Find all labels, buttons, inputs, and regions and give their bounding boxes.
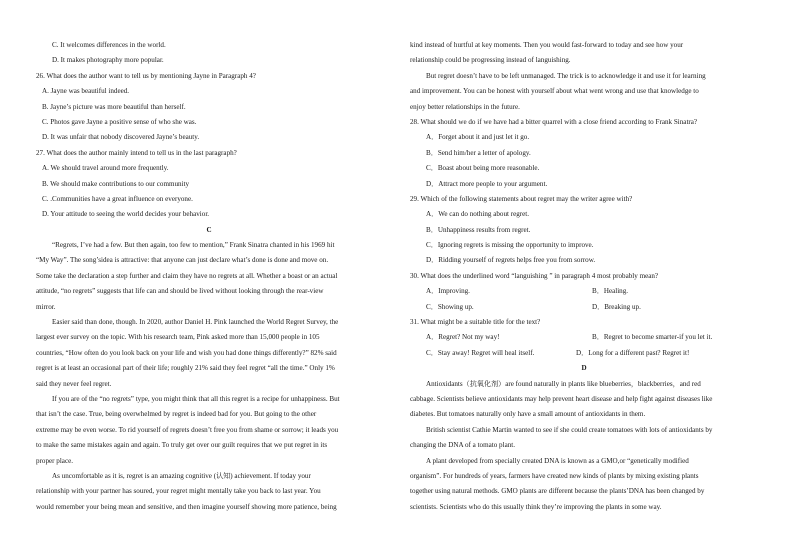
- q27-stem: 27. What does the author mainly intend to tell us in the last paragraph?: [36, 148, 237, 157]
- section-c-heading: C: [206, 225, 212, 234]
- passage-c-line: extreme may be even worse. To rid yourself of regrets doesn’t free you from shame or sorrow; it leads you: [36, 425, 339, 434]
- passage-c-line: But regret doesn’t have to be left unmanaged. The trick is to acknowledge it and use it for learning: [426, 71, 706, 80]
- q29-option-d: D．Ridding yourself of regrets helps free you from sorrow.: [426, 256, 596, 265]
- passage-d-line: cabbage. Scientists believe antioxidants may help prevent heart disease and help fight against diseases like: [410, 394, 713, 403]
- passage-d-line: together using natural methods. GMO plants are different because the plants’DNA has been changed by: [410, 487, 705, 496]
- passage-c-line: largest ever survey on the topic. With his research team, Pink asked more than 15,000 people in 105: [36, 333, 320, 342]
- passage-c-line: enjoy better relationships in the future.: [410, 102, 520, 111]
- q27-option-a: A. We should travel around more frequently.: [42, 164, 169, 173]
- passage-d-line: A plant developed from specially created DNA is known as a GMO,or “genetically modified: [426, 456, 689, 465]
- passage-c-line: countries, “How often do you look back on your life and wish you had done things differently?” 82% said: [36, 348, 337, 357]
- q25-option-c: C. It welcomes differences in the world.: [52, 41, 166, 49]
- passage-c-line: relationship with your partner has soured, your regret might mentally take you back to last year. You: [36, 487, 321, 496]
- q31-option-d: D．Long for a different past? Regret it!: [576, 348, 690, 357]
- q31-options-row-2: [410, 346, 758, 361]
- passage-c-line: and improvement. You can be honest with yourself about what went wrong and use that knowledge to: [410, 87, 699, 96]
- q27-option-c: C. .Communities have a great influence on everyone.: [42, 194, 193, 203]
- q28-option-c: C．Boast about being more reasonable.: [426, 164, 540, 173]
- q27-option-d: D. Your attitude to seeing the world decides your behavior.: [42, 210, 210, 219]
- section-d-heading: D: [581, 364, 587, 373]
- passage-c-line: “Regrets, I’ve had a few. But then again, too few to mention,” Frank Sinatra chanted in his 1969 hit: [52, 241, 335, 250]
- q29-option-c: C．Ignoring regrets is missing the opportunity to improve.: [426, 241, 594, 250]
- passage-c-line: would remember your being mean and sensitive, and then imagine yourself showing more patience, being: [36, 502, 337, 511]
- q30-options-row-1: [410, 284, 758, 299]
- passage-c-line: If you are of the “no regrets” type, you might think that all this regret is a recipe for unhappiness. But: [52, 394, 340, 403]
- passage-c-line: “My Way”. The song’sidea is attractive: that anyone can just declare what’s done is done and move on.: [36, 256, 329, 265]
- passage-d-line: scientists. Scientists who do this usually think they’re improving the plants in some way.: [410, 502, 662, 511]
- q28-option-a: A．Forget about it and just let it go.: [426, 133, 530, 142]
- q30-option-a: A．Improving.: [426, 287, 470, 296]
- left-column: [36, 38, 382, 515]
- q31-option-c: C．Stay away! Regret will heal itself.: [426, 348, 535, 357]
- passage-c-line: relationship could be progressing instead of languishing.: [410, 56, 571, 65]
- passage-c-line: regret is at least an occasional part of their life; roughly 21% said they feel regret “all the time.” Only 1%: [36, 364, 335, 373]
- passage-c-line: mirror.: [36, 302, 56, 311]
- q28-option-d: D．Attract more people to your argument.: [426, 179, 548, 188]
- q26-option-d: D. It was unfair that nobody discovered Jayne’s beauty.: [42, 133, 200, 142]
- q30-options-row-2: [410, 300, 758, 315]
- passage-d-line: changing the DNA of a tomato plant.: [410, 441, 516, 450]
- passage-c-line: Easier said than done, though. In 2020, author Daniel H. Pink launched the World Regret Survey, the: [52, 318, 339, 327]
- passage-d-line: British scientist Cathie Martin wanted to see if she could create tomatoes with lots of antioxidants by: [426, 425, 713, 434]
- passage-c-line: attitude, “no regrets” suggests that life can and should be lived without looking through the rear-view: [36, 287, 324, 296]
- q31-option-b: B．Regret to become smarter-if you let it.: [592, 333, 713, 342]
- q30-stem: 30. What does the underlined word “languishing ” in paragraph 4 most probably mean?: [410, 271, 659, 280]
- passage-c-line: kind instead of hurtful at key moments. Then you would fast-forward to today and see how your: [410, 41, 684, 49]
- passage-d-line: organism”. For hundreds of years, farmers have created new kinds of plants by mixing existing plants: [410, 471, 699, 480]
- passage-c-line: proper place.: [36, 456, 74, 465]
- right-column: [410, 38, 758, 515]
- passage-c-line: that isn’t the case. True, being overwhelmed by regret is indeed bad for you. But going to the other: [36, 410, 317, 419]
- q31-stem: 31. What might be a suitable title for the text?: [410, 318, 541, 327]
- q30-option-d: D．Breaking up.: [592, 302, 641, 311]
- q31-option-a: A．Regret? Not my way!: [426, 333, 500, 342]
- q26-option-a: A. Jayne was beautiful indeed.: [42, 87, 130, 96]
- passage-d-line: diabetes. But tomatoes naturally only have a small amount of antioxidants in them.: [410, 410, 646, 419]
- passage-c-line: said they never feel regret.: [36, 379, 112, 388]
- q30-option-b: B．Healing.: [592, 287, 629, 296]
- q26-stem: 26. What does the author want to tell us by mentioning Jayne in Paragraph 4?: [36, 71, 256, 80]
- passage-c-line: As uncomfortable as it is, regret is an amazing cognitive (认知) achievement. If today your: [52, 471, 311, 480]
- q28-stem: 28. What should we do if we have had a bitter quarrel with a close friend according to Frank Sinatra?: [410, 117, 698, 126]
- passage-c-line: Some take the declaration a step further and claim they have no regrets at all. Whether a boast or an actual: [36, 271, 338, 280]
- q26-option-c: C. Photos gave Jayne a positive sense of who she was.: [42, 117, 197, 126]
- q28-option-b: B．Send him/her a letter of apology.: [426, 148, 531, 157]
- passage-d-line: Antioxidants（抗氧化剂）are found naturally in plants like blueberries，blackberries，and red: [426, 379, 701, 388]
- q30-option-c: C．Showing up.: [426, 302, 474, 311]
- passage-c-line: to make the same mistakes again and again. To truly get over our guilt requires that we put regret in its: [36, 441, 328, 450]
- q29-option-b: B．Unhappiness results from regret.: [426, 225, 531, 234]
- q26-option-b: B. Jayne’s picture was more beautiful than herself.: [42, 102, 186, 111]
- q25-option-d: D. It makes photography more popular.: [52, 56, 164, 65]
- q29-option-a: A．We can do nothing about regret.: [426, 210, 530, 219]
- q29-stem: 29. Which of the following statements about regret may the writer agree with?: [410, 194, 633, 203]
- q27-option-b: B. We should make contributions to our community: [42, 179, 190, 188]
- q31-options-row-1: [410, 330, 758, 345]
